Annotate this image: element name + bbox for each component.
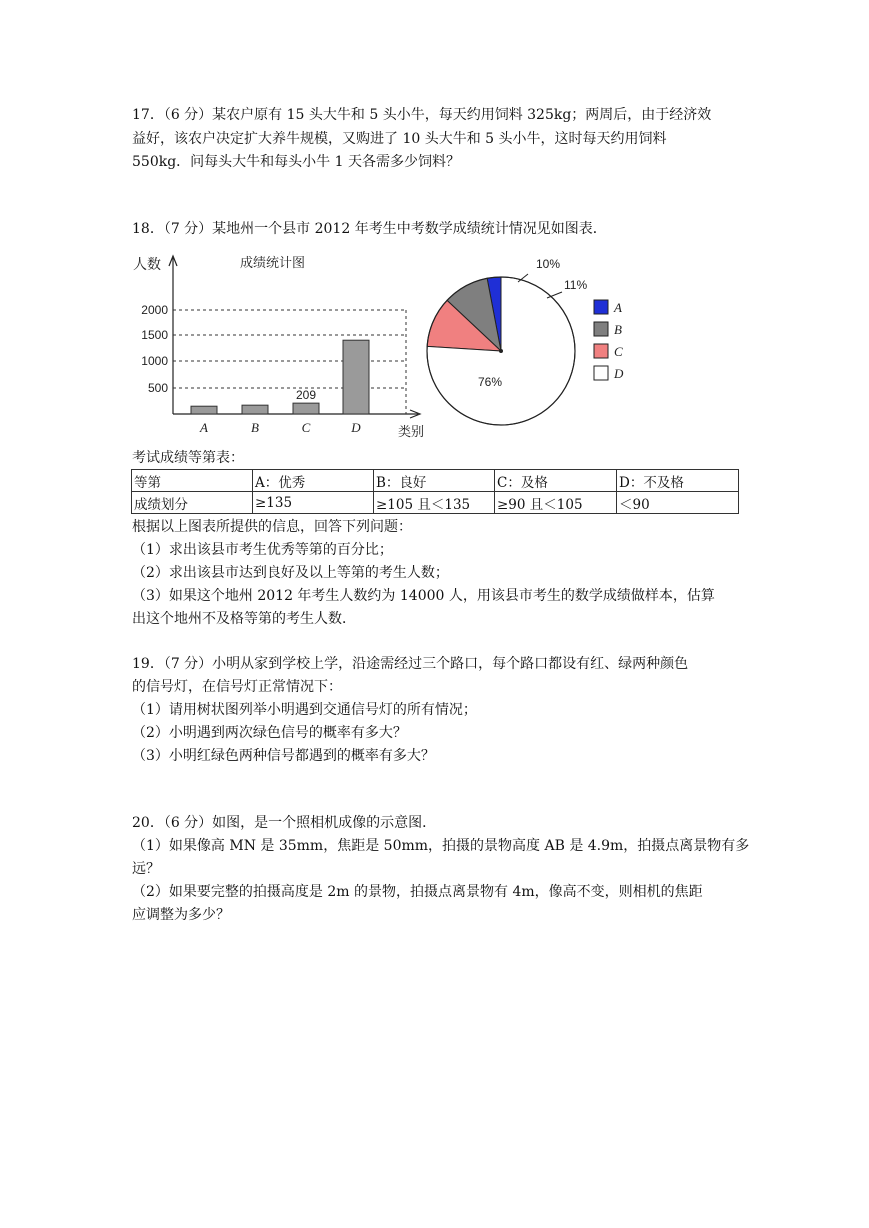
pie-chart [427, 257, 624, 425]
table-cell: A：优秀 [253, 470, 374, 492]
q18-text-line1: 18．（7 分）某地州一个县市 2012 年考生中考数学成绩统计情况见如图表． [132, 221, 607, 237]
pie-data-label: 76% [478, 375, 503, 389]
q19-sub3: （3）小明红绿色两种信号都遇到的概率有多大？ [132, 748, 435, 764]
q19-sub1: （1）请用树状图列举小明遇到交通信号灯的所有情况； [132, 702, 477, 718]
bar-chart-xlabel: 类别 [398, 424, 425, 439]
legend-label: A [614, 300, 622, 315]
legend-swatch-A [594, 300, 608, 314]
table-cell: C：及格 [495, 470, 617, 492]
q17-text-line3: 550kg．问每头大牛和每头小牛 1 天各需多少饲料？ [132, 154, 460, 170]
pie-center [499, 349, 503, 353]
bar-D [343, 340, 369, 414]
bar-y-tick-label: 1000 [141, 354, 168, 368]
q18-prompt: 根据以上图表所提供的信息，回答下列问题： [132, 519, 412, 535]
table-cell: ≥135 [253, 492, 374, 514]
bar-y-tick-label: 1500 [141, 328, 168, 342]
q17-text-line2: 益好，该农户决定扩大养牛规模，又购进了 10 头大牛和 5 头小牛，这时每天约用饲料 [132, 131, 667, 147]
table-row [132, 470, 739, 492]
bar-C [293, 403, 319, 414]
q18-sub1: （1）求出该县市考生优秀等第的百分比； [132, 542, 393, 558]
table-cell: 成绩划分 [132, 492, 253, 514]
q20-sub1-line2: 远？ [132, 861, 160, 877]
table-cell: 等第 [132, 470, 253, 492]
q18-sub3-line1: （3）如果这个地州 2012 年考生人数约为 14000 人，用该县市考生的数学成绩做样本，估算 [132, 588, 715, 604]
pie-data-label: 11% [564, 278, 588, 292]
legend-swatch-B [594, 322, 608, 336]
q19-text-line2: 的信号灯，在信号灯正常情况下： [132, 679, 342, 695]
q20-sub1-line1: （1）如果像高 MN 是 35mm，焦距是 50mm，拍摄的景物高度 AB 是 4.9m，拍摄点离景物有多 [132, 838, 750, 854]
q18-charts [130, 248, 640, 444]
q19-sub2: （2）小明遇到两次绿色信号的概率有多大？ [132, 725, 407, 741]
grade-table-caption: 考试成绩等第表： [132, 450, 244, 466]
bar-y-tick-label: 500 [147, 381, 168, 395]
q20-sub2-line2: 应调整为多少？ [132, 907, 230, 923]
legend-swatch-C [594, 344, 608, 358]
legend-label: D [614, 366, 624, 381]
legend-label: C [614, 344, 623, 359]
grade-table [131, 469, 739, 514]
legend-label: B [614, 322, 622, 337]
q18-sub3-line2: 出这个地州不及格等第的考生人数． [132, 611, 356, 627]
bar-chart [133, 255, 424, 439]
bar-category-label: A [200, 420, 208, 435]
bar-y-tick-label: 2000 [141, 303, 168, 317]
table-row [132, 492, 739, 514]
table-cell: ≥105 且＜135 [374, 492, 495, 514]
bar-B [242, 405, 268, 414]
q18-sub2: （2）求出该县市达到良好及以上等第的考生人数； [132, 565, 449, 581]
bar-A [191, 406, 217, 414]
table-cell: ＜90 [617, 492, 739, 514]
q20-sub2-line1: （2）如果要完整的拍摄高度是 2m 的景物，拍摄点离景物有 4m，像高不变，则相机的焦距 [132, 884, 703, 900]
table-cell: D：不及格 [617, 470, 739, 492]
bar-chart-ylabel: 人数 [133, 256, 161, 272]
table-cell: B：良好 [374, 470, 495, 492]
bar-category-label: D [351, 420, 361, 435]
q20-text-line1: 20．（6 分）如图，是一个照相机成像的示意图． [132, 815, 437, 831]
table-cell: ≥90 且＜105 [495, 492, 617, 514]
pie-data-label: 10% [536, 257, 561, 271]
bar-chart-title: 成绩统计图 [240, 255, 306, 270]
q17-text-line1: 17．（6 分）某农户原有 15 头大牛和 5 头小牛，每天约用饲料 325kg；两周后，由于经济效 [132, 107, 712, 123]
q19-text-line1: 19．（7 分）小明从家到学校上学，沿途需经过三个路口，每个路口都设有红、绿两种颜色 [132, 656, 689, 672]
legend-swatch-D [594, 366, 608, 380]
bar-category-label: C [301, 420, 311, 435]
bar-category-label: B [251, 420, 259, 435]
bar-data-label: 209 [295, 388, 317, 403]
